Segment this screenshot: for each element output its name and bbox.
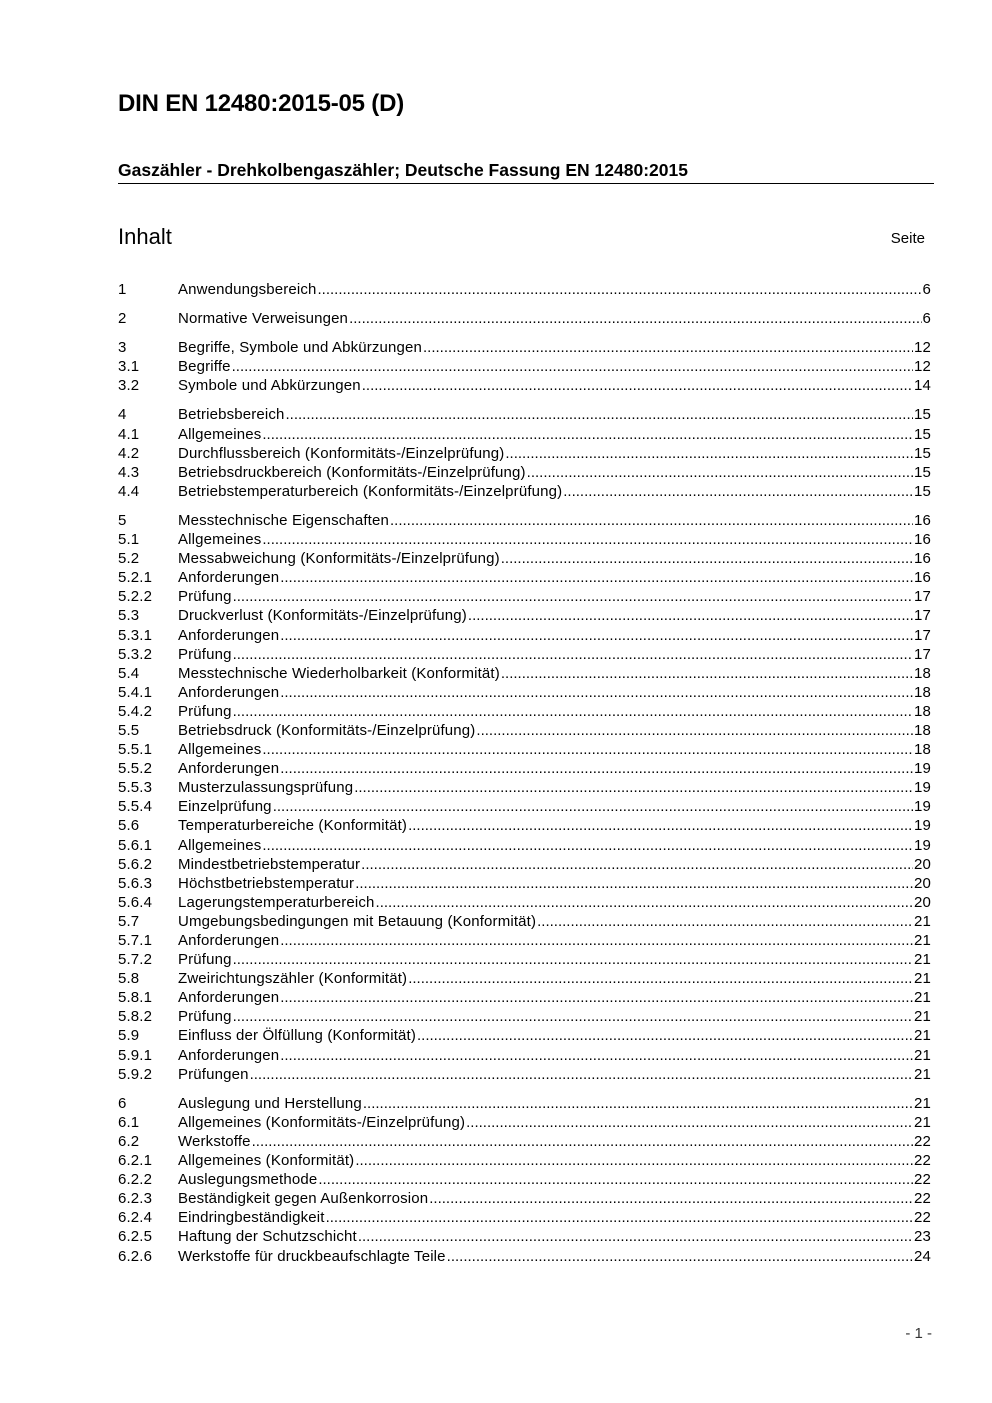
- toc-entry-page: 21: [914, 1027, 931, 1045]
- toc-dot-leader: [318, 1170, 913, 1189]
- toc-entry-page: 22: [914, 1132, 931, 1150]
- toc-entry-number: 2: [118, 310, 127, 328]
- toc-entry-page: 23: [914, 1228, 931, 1246]
- toc-dot-leader: [429, 1189, 913, 1208]
- toc-entry-number: 4.2: [118, 444, 140, 462]
- toc-entry-page: 21: [914, 970, 931, 988]
- toc-entry-label: Messtechnische Wiederholbarkeit (Konformität): [178, 664, 500, 682]
- toc-dot-leader: [527, 463, 913, 482]
- toc-dot-leader: [233, 587, 913, 606]
- toc-dot-leader: [354, 778, 913, 797]
- toc-entry-label: Anwendungsbereich: [178, 281, 317, 298]
- toc-dot-leader: [280, 988, 913, 1007]
- toc-entry-page: 18: [914, 664, 931, 682]
- toc-entry-page: 21: [914, 912, 931, 930]
- toc-entry-label: Prüfungen: [178, 1065, 249, 1083]
- toc-entry-page: 21: [914, 1008, 931, 1026]
- toc-entry-label: Auslegungsmethode: [178, 1171, 318, 1189]
- toc-entry-page: 19: [914, 817, 931, 835]
- toc-entry-number: 5.6.1: [118, 836, 153, 854]
- toc-entry-number: 5.3: [118, 607, 140, 625]
- title-divider: [118, 183, 934, 184]
- toc-entry-page: 17: [914, 588, 931, 606]
- toc-entry-number: 5.6.2: [118, 855, 153, 873]
- toc-entry[interactable]: [118, 1065, 931, 1084]
- toc-entry-page: 15: [914, 463, 931, 481]
- toc-entry-label: Durchflussbereich (Konformitäts-/Einzelprüfung): [178, 444, 505, 462]
- toc-entry-label: Temperaturbereiche (Konformität): [178, 817, 408, 835]
- toc-entry-page: 16: [914, 531, 931, 549]
- toc-entry-label: Beständigkeit gegen Außenkorrosion: [178, 1190, 429, 1208]
- toc-entry-number: 4.1: [118, 425, 140, 443]
- toc-entry-label: Anforderungen: [178, 1046, 280, 1064]
- toc-group: [118, 1094, 931, 1266]
- toc-entry-page: 12: [914, 358, 931, 376]
- toc-entry-page: 21: [914, 1065, 931, 1083]
- toc-dot-leader: [233, 645, 913, 664]
- toc-entry-page: 6: [922, 281, 931, 298]
- toc-entry[interactable]: [118, 568, 931, 587]
- toc-entry-label: Betriebsdruck (Konformitäts-/Einzelprüfung): [178, 721, 476, 739]
- toc-entry[interactable]: [118, 1208, 931, 1227]
- toc-entry-number: 5.3.1: [118, 626, 153, 644]
- toc-entry-page: 22: [914, 1152, 931, 1170]
- toc-dot-leader: [232, 357, 913, 376]
- toc-dot-leader: [273, 797, 913, 816]
- toc-dot-leader: [280, 1046, 913, 1065]
- toc-entry[interactable]: [118, 721, 931, 740]
- toc-entry-page: 17: [914, 645, 931, 663]
- toc-entry-label: Einfluss der Ölfüllung (Konformität): [178, 1027, 416, 1045]
- toc-entry-number: 5.4.2: [118, 702, 153, 720]
- toc-entry[interactable]: [118, 836, 931, 855]
- toc-dot-leader: [280, 931, 913, 950]
- toc-entry-page: 21: [914, 951, 931, 969]
- toc-entry[interactable]: [118, 1170, 931, 1189]
- toc-entry-page: 22: [914, 1190, 931, 1208]
- toc-dot-leader: [326, 1208, 913, 1227]
- toc-dot-leader: [262, 530, 913, 549]
- toc-entry[interactable]: [118, 931, 931, 950]
- toc-dot-leader: [362, 376, 913, 395]
- toc-entry-page: 22: [914, 1209, 931, 1227]
- toc-entry[interactable]: [118, 1247, 931, 1266]
- page-number: - 1 -: [905, 1325, 932, 1342]
- toc-dot-leader: [476, 721, 913, 740]
- toc-entry-label: Prüfung: [178, 1008, 232, 1026]
- toc-group: [118, 280, 931, 299]
- toc-entry[interactable]: [118, 511, 931, 530]
- toc-entry[interactable]: [118, 1046, 931, 1065]
- toc-entry-number: 5.6.4: [118, 893, 153, 911]
- toc-dot-leader: [501, 549, 913, 568]
- toc-entry-number: 5.2.2: [118, 588, 153, 606]
- toc-entry-page: 18: [914, 741, 931, 759]
- toc-dot-leader: [537, 912, 913, 931]
- toc-dot-leader: [390, 511, 913, 530]
- toc-entry-page: 22: [914, 1171, 931, 1189]
- toc-entry-label: Werkstoffe für druckbeaufschlagte Teile: [178, 1247, 446, 1265]
- toc-entry-number: 5.8.1: [118, 989, 153, 1007]
- toc-entry-page: 21: [914, 1046, 931, 1064]
- toc-entry-number: 1: [118, 281, 127, 298]
- toc-dot-leader: [355, 1151, 913, 1170]
- toc-dot-leader: [355, 874, 913, 893]
- toc-entry-label: Anforderungen: [178, 989, 280, 1007]
- document-subtitle: Gaszähler - Drehkolbengaszähler; Deutsche Fassung EN 12480:2015: [118, 160, 688, 180]
- toc-entry-number: 5.8.2: [118, 1008, 153, 1026]
- toc-entry-number: 5.5.4: [118, 798, 153, 816]
- toc-entry-number: 5.7: [118, 912, 140, 930]
- toc-dot-leader: [361, 855, 913, 874]
- toc-entry-page: 19: [914, 836, 931, 854]
- toc-dot-leader: [252, 1132, 913, 1151]
- toc-entry[interactable]: [118, 778, 931, 797]
- toc-entry-page: 20: [914, 855, 931, 873]
- toc-entry-label: Eindringbeständigkeit: [178, 1209, 325, 1227]
- toc-dot-leader: [468, 606, 913, 625]
- toc-dot-leader: [358, 1227, 913, 1246]
- toc-entry-number: 6.2.2: [118, 1171, 153, 1189]
- toc-entry-number: 5.5.3: [118, 779, 153, 797]
- toc-entry-number: 6: [118, 1094, 127, 1112]
- toc-entry-number: 5.5: [118, 721, 140, 739]
- toc-entry-label: Anforderungen: [178, 626, 280, 644]
- toc-entry-label: Messtechnische Eigenschaften: [178, 511, 389, 529]
- toc-entry-page: 6: [922, 310, 931, 328]
- toc-entry-label: Betriebstemperaturbereich (Konformitäts-/Einzelprüfung): [178, 482, 563, 500]
- toc-entry-number: 4.3: [118, 463, 140, 481]
- toc-entry-page: 21: [914, 1113, 931, 1131]
- toc-entry-number: 5.4: [118, 664, 140, 682]
- toc-entry-page: 15: [914, 444, 931, 462]
- toc-entry-page: 20: [914, 893, 931, 911]
- toc-entry-number: 5.6: [118, 817, 140, 835]
- toc-dot-leader: [501, 664, 913, 683]
- toc-entry-page: 17: [914, 626, 931, 644]
- toc-entry[interactable]: [118, 1132, 931, 1151]
- toc-dot-leader: [250, 1065, 913, 1084]
- toc-entry-page: 16: [914, 569, 931, 587]
- toc-dot-leader: [408, 969, 913, 988]
- toc-entry-label: Prüfung: [178, 588, 232, 606]
- toc-dot-leader: [466, 1113, 913, 1132]
- toc-entry[interactable]: [118, 797, 931, 816]
- toc-dot-leader: [423, 338, 913, 357]
- toc-dot-leader: [233, 702, 913, 721]
- toc-entry-label: Begriffe, Symbole und Abkürzungen: [178, 339, 422, 357]
- toc-entry-number: 6.2.1: [118, 1152, 153, 1170]
- toc-entry-label: Lagerungstemperaturbereich: [178, 893, 375, 911]
- toc-entry-label: Höchstbetriebstemperatur: [178, 874, 355, 892]
- toc-entry-label: Anforderungen: [178, 932, 280, 949]
- toc-entry-label: Messabweichung (Konformitäts-/Einzelprüfung): [178, 550, 500, 568]
- toc-group: [118, 405, 931, 500]
- toc-entry-label: Prüfung: [178, 645, 232, 663]
- toc-entry[interactable]: [118, 969, 931, 988]
- toc-entry-label: Allgemeines: [178, 425, 262, 443]
- toc-entry[interactable]: [118, 1094, 931, 1113]
- toc-dot-leader: [563, 482, 913, 501]
- toc-entry-label: Allgemeines: [178, 836, 262, 854]
- toc-entry-number: 4: [118, 406, 127, 424]
- toc-dot-leader: [408, 816, 913, 835]
- toc-entry[interactable]: [118, 482, 931, 501]
- toc-entry-page: 21: [914, 989, 931, 1007]
- toc-dot-leader: [262, 836, 913, 855]
- toc-entry[interactable]: [118, 338, 931, 357]
- toc-group: [118, 309, 931, 328]
- toc-entry[interactable]: [118, 1007, 931, 1026]
- toc-entry[interactable]: [118, 912, 931, 931]
- toc-entry-label: Umgebungsbedingungen mit Betauung (Konformität): [178, 912, 537, 930]
- toc-entry-label: Anforderungen: [178, 569, 280, 587]
- toc-entry-page: 18: [914, 683, 931, 701]
- toc-entry-page: 24: [914, 1247, 931, 1265]
- toc-entry-number: 5: [118, 511, 127, 529]
- toc-entry-number: 5.5.1: [118, 741, 153, 759]
- toc-dot-leader: [280, 683, 913, 702]
- toc-entry-number: 3.2: [118, 377, 140, 395]
- toc-entry-number: 5.6.3: [118, 874, 153, 892]
- toc-entry-number: 5.8: [118, 970, 140, 988]
- toc-entry-label: Allgemeines: [178, 741, 262, 759]
- toc-entry-label: Werkstoffe: [178, 1132, 251, 1150]
- toc-entry[interactable]: [118, 1227, 931, 1246]
- toc-entry-label: Prüfung: [178, 702, 232, 720]
- toc-group: [118, 338, 931, 395]
- toc-dot-leader: [317, 280, 921, 299]
- toc-entry-page: 16: [914, 511, 931, 529]
- toc-entry[interactable]: [118, 893, 931, 912]
- toc-entry-number: 6.1: [118, 1113, 140, 1131]
- toc-entry[interactable]: [118, 444, 931, 463]
- toc-dot-leader: [363, 1094, 913, 1113]
- toc-dot-leader: [376, 893, 913, 912]
- toc-entry-number: 6.2.3: [118, 1190, 153, 1208]
- toc-entry-number: 6.2.5: [118, 1228, 153, 1246]
- toc-entry[interactable]: [118, 1026, 931, 1045]
- toc-entry-number: 6.2.4: [118, 1209, 153, 1227]
- toc-dot-leader: [285, 405, 913, 424]
- toc-entry-number: 6.2: [118, 1132, 140, 1150]
- toc-entry-label: Allgemeines (Konformitäts-/Einzelprüfung): [178, 1113, 466, 1131]
- toc-entry-number: 5.2.1: [118, 569, 153, 587]
- toc-entry-number: 5.2: [118, 550, 140, 568]
- toc-entry[interactable]: [118, 425, 931, 444]
- toc-entry-page: 20: [914, 874, 931, 892]
- toc-entry[interactable]: [118, 357, 931, 376]
- toc-entry-label: Auslegung und Herstellung: [178, 1094, 362, 1112]
- toc-dot-leader: [349, 309, 921, 328]
- toc-entry[interactable]: [118, 664, 931, 683]
- toc-entry-number: 5.1: [118, 531, 140, 549]
- toc-dot-leader: [280, 568, 913, 587]
- toc-entry-label: Musterzulassungsprüfung: [178, 779, 354, 797]
- toc-entry-number: 5.7.1: [118, 932, 153, 949]
- toc-entry-label: Zweirichtungszähler (Konformität): [178, 970, 408, 988]
- toc-entry-label: Anforderungen: [178, 760, 280, 778]
- toc-dot-leader: [280, 626, 913, 645]
- toc-entry-number: 5.9: [118, 1027, 140, 1045]
- toc-entry-number: 4.4: [118, 482, 140, 500]
- toc-entry-number: 6.2.6: [118, 1247, 153, 1265]
- toc-entry-page: 15: [914, 406, 931, 424]
- toc-entry-page: 18: [914, 721, 931, 739]
- toc-entry-number: 5.9.1: [118, 1046, 153, 1064]
- toc-entry-page: 21: [914, 1094, 931, 1112]
- toc-dot-leader: [233, 950, 913, 969]
- toc-entry-page: 16: [914, 550, 931, 568]
- toc-heading: Inhalt: [118, 224, 172, 249]
- toc-entry-number: 5.3.2: [118, 645, 153, 663]
- toc-entry-number: 5.5.2: [118, 760, 153, 778]
- toc-entry-label: Anforderungen: [178, 683, 280, 701]
- toc-entry[interactable]: [118, 874, 931, 893]
- toc-entry-page: 19: [914, 779, 931, 797]
- toc-dot-leader: [505, 444, 913, 463]
- toc-entry-page: 19: [914, 760, 931, 778]
- toc-entry[interactable]: [118, 530, 931, 549]
- toc-entry-label: Allgemeines (Konformität): [178, 1152, 355, 1170]
- toc-entry-page: 14: [914, 377, 931, 395]
- toc-entry[interactable]: [118, 816, 931, 835]
- document-title: DIN EN 12480:2015-05 (D): [118, 90, 405, 117]
- toc-entry-page: 17: [914, 607, 931, 625]
- toc-entry[interactable]: [118, 549, 931, 568]
- toc-entry[interactable]: [118, 606, 931, 625]
- toc-entry[interactable]: [118, 376, 931, 395]
- toc-group: [118, 511, 931, 1084]
- toc-entry[interactable]: [118, 988, 931, 1007]
- toc-entry-label: Symbole und Abkürzungen: [178, 377, 361, 395]
- toc-entry-label: Betriebsbereich: [178, 406, 285, 424]
- toc-entry-label: Prüfung: [178, 951, 232, 969]
- toc-entry[interactable]: [118, 587, 931, 606]
- toc-entry[interactable]: [118, 740, 931, 759]
- toc-entry-label: Druckverlust (Konformitäts-/Einzelprüfung): [178, 607, 467, 625]
- toc-entry-number: 3: [118, 339, 127, 357]
- toc-entry[interactable]: [118, 309, 931, 328]
- toc-entry-page: 21: [914, 932, 931, 949]
- toc-entry-page: 15: [914, 425, 931, 443]
- toc-entry[interactable]: [118, 463, 931, 482]
- toc-entry[interactable]: [118, 702, 931, 721]
- toc-page-column-label: Seite: [890, 230, 925, 247]
- toc-entry-page: 18: [914, 702, 931, 720]
- toc-entry[interactable]: [118, 405, 931, 424]
- toc-entry-label: Mindestbetriebstemperatur: [178, 855, 361, 873]
- toc-entry-label: Einzelprüfung: [178, 798, 272, 816]
- toc-entry-number: 5.9.2: [118, 1065, 153, 1083]
- table-of-contents: [118, 280, 931, 1276]
- toc-dot-leader: [262, 425, 913, 444]
- toc-entry-label: Begriffe: [178, 358, 231, 376]
- toc-entry-label: Normative Verweisungen: [178, 310, 349, 328]
- toc-dot-leader: [262, 740, 913, 759]
- toc-entry[interactable]: [118, 1151, 931, 1170]
- toc-dot-leader: [280, 759, 913, 778]
- toc-entry-label: Allgemeines: [178, 531, 262, 549]
- toc-dot-leader: [417, 1026, 913, 1045]
- toc-entry-number: 3.1: [118, 358, 140, 376]
- toc-entry[interactable]: [118, 1113, 931, 1132]
- toc-entry-number: 5.7.2: [118, 951, 153, 969]
- toc-entry-label: Betriebsdruckbereich (Konformitäts-/Einzelprüfung): [178, 463, 526, 481]
- toc-entry[interactable]: [118, 759, 931, 778]
- toc-entry[interactable]: [118, 950, 931, 969]
- toc-entry[interactable]: [118, 855, 931, 874]
- toc-entry-label: Haftung der Schutzschicht: [178, 1228, 357, 1246]
- toc-entry[interactable]: [118, 280, 931, 299]
- toc-entry-page: 15: [914, 482, 931, 500]
- toc-dot-leader: [233, 1007, 913, 1026]
- toc-entry-page: 19: [914, 798, 931, 816]
- toc-dot-leader: [447, 1247, 913, 1266]
- toc-entry[interactable]: [118, 1189, 931, 1208]
- toc-entry[interactable]: [118, 645, 931, 664]
- toc-entry-number: 5.4.1: [118, 683, 153, 701]
- toc-entry-page: 12: [914, 339, 931, 357]
- toc-entry[interactable]: [118, 683, 931, 702]
- toc-entry[interactable]: [118, 626, 931, 645]
